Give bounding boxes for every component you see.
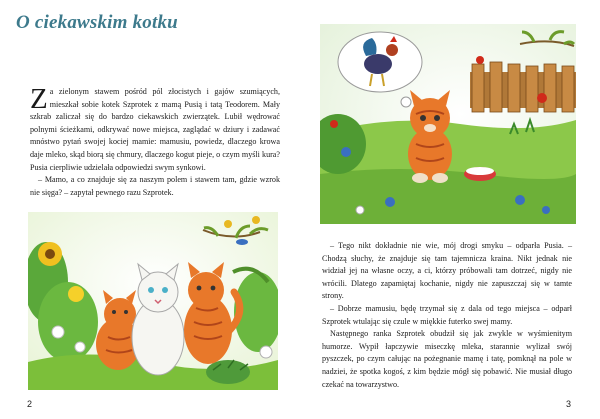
right-paragraph-1: – Tego nikt dokładnie nie wie, mój drogi smyku – odparła Pusia. – Chodzą słuchy, że znajduje się tam tajemnicza kraina. Nikt jednak nie widział jej na własne oczy, a ci, którzy próbowali tam dotrzeć, nigdy nie wrócili. Dlatego zapamiętaj kochanie, nigdy nie zapuszczaj się w tamte strony. [322, 241, 572, 301]
right-paragraph-3: Następnego ranka Szprotek obudził się jak zwykle w wyśmienitym humorze. Wypił łapczywie miseczkę mleka, starannie wylizał swój pyszczek, po czym całując na pożegnanie mamę i tatę, pomknął na pole w nadziei, że spotka kogoś, z kim będzie mógł się pobawić. Nie musiał długo czekać na towarzystwo. [322, 329, 572, 389]
right-text-block [322, 240, 572, 391]
left-paragraph-2: – Mamo, a co znajduje się za naszym polem i stawem tam, gdzie wzrok nie sięga? – zapytał pewnego razu Szprotek. [30, 175, 280, 197]
right-paragraph-2: – Dobrze mamusiu, będę trzymał się z dala od tego miejsca – odparł Szprotek wtulając się czule w miękkie futerko swej mamy. [322, 303, 572, 326]
page-number-right: 3 [566, 399, 572, 409]
left-text-block [30, 83, 280, 199]
illustration-kitten-dreaming-of-rooster [320, 24, 576, 224]
left-paragraph-1 [30, 83, 280, 174]
story-title: O ciekawskim kotku [16, 12, 178, 33]
left-paragraph-1-text: a zielonym stawem pośród pól złocistych i gajów szumiących, mieszkał sobie kotek Szprotek z mamą Pusią i tatą Teodorem. Mały szkrab zaliczał się do bardzo ciekawskich zwierzątek. Lubił wędrować polnymi ścieżkami, odkrywać nowe miejsca, zaglądać w dziury i zadawać mnóstwo pytań swojej kociej mamie: mamusiu, powiedz, dlaczego krowa daje mleko, skąd biorą się chmury, dlaczego kogut pieje, o czym myśli kura? Pusia cierpliwie udzielała odpowiedzi swym synkowi. [30, 87, 280, 172]
illustration-cats-in-garden [28, 212, 278, 390]
page-number-left: 2 [27, 399, 33, 409]
right-page [300, 0, 600, 419]
drop-cap: Z [30, 83, 48, 115]
